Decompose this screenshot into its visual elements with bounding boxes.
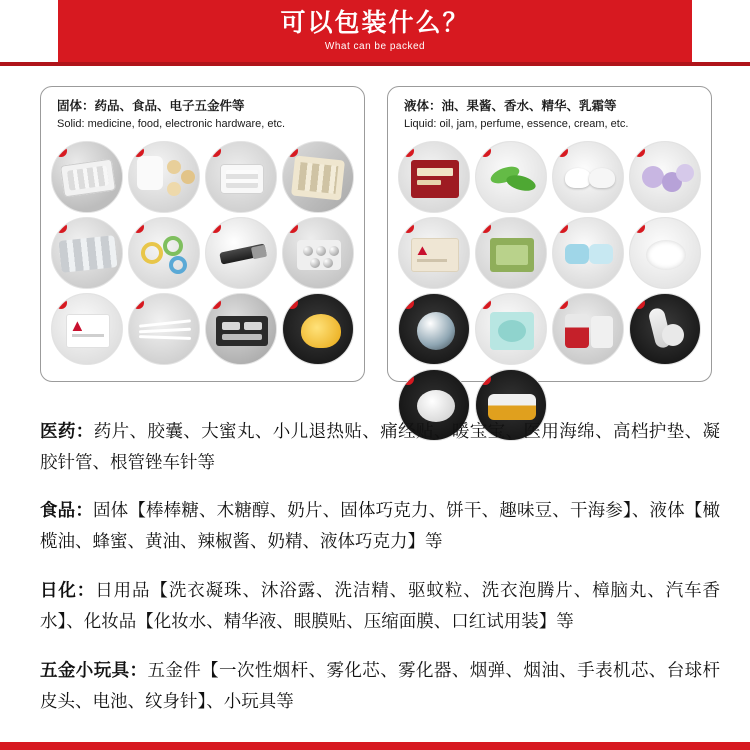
thumb-electronic-parts-tray — [205, 293, 277, 365]
thumb-teal-liquid-pack — [475, 293, 547, 365]
paragraph-daily-chemical — [40, 575, 720, 637]
thumb-blue-liquid-blister — [552, 217, 624, 289]
heart-icon: ❤ — [633, 297, 645, 309]
heart-icon: ❤ — [479, 221, 491, 233]
paragraph-hardware-toys — [40, 655, 720, 717]
thumb-metal-lipstick-tube — [205, 217, 277, 289]
panel-solid-thumb-grid — [51, 141, 354, 365]
heart-icon: ❤ — [633, 145, 645, 157]
footer-accent-bar — [0, 742, 750, 750]
thumb-white-product-box — [51, 293, 123, 365]
panel-liquid-title-cn: 液体：油、果酱、香水、精华、乳霜等 — [404, 99, 617, 113]
heart-icon: ❤ — [402, 221, 414, 233]
thumb-beige-sample-box — [398, 217, 470, 289]
panel-solid — [40, 86, 365, 382]
heart-icon: ❤ — [209, 145, 221, 157]
category-panels — [40, 86, 712, 386]
description-body — [40, 398, 720, 717]
page-header — [0, 0, 750, 66]
heart-icon: ❤ — [286, 297, 298, 309]
heart-icon: ❤ — [209, 297, 221, 309]
heart-icon: ❤ — [402, 373, 414, 385]
header-right-notch — [692, 0, 750, 62]
paragraph-medicine-text: 药片、胶囊、大蜜丸、小儿退热贴、痛经贴、暖宝宝、医用海绵、高档护垫、凝胶针管、根管锉车针等 — [40, 420, 720, 472]
paragraph-food-text: 固体【棒棒糖、木糖醇、奶片、固体巧克力、饼干、趣味豆、干海参】、液体【橄榄油、蜂蜜、黄油、辣椒酱、奶精、液体巧克力】等 — [40, 500, 721, 552]
heart-icon: ❤ — [556, 297, 568, 309]
panel-liquid-thumb-grid — [398, 141, 701, 441]
paragraph-medicine — [40, 416, 720, 478]
thumb-clear-liquid-ampoule — [629, 293, 701, 365]
heart-icon: ❤ — [402, 297, 414, 309]
thumb-silver-blister-sheet — [51, 217, 123, 289]
paragraph-hardware-toys-text: 五金件【一次性烟杆、雾化芯、雾化器、烟弹、烟油、手表机芯、台球杆皮头、电池、纹身针】、小玩具等 — [40, 659, 721, 711]
heart-icon: ❤ — [479, 145, 491, 157]
thumb-metal-balls-blister — [282, 217, 354, 289]
heart-icon: ❤ — [402, 145, 414, 157]
page-subtitle: What can be packed — [324, 41, 426, 53]
thumb-blister-pack-tablets — [51, 141, 123, 213]
thumb-green-tea-matcha-box — [475, 217, 547, 289]
heart-icon: ❤ — [633, 221, 645, 233]
paragraph-food-lead: 食品： — [40, 500, 93, 521]
thumb-red-liquid-sachets — [552, 293, 624, 365]
heart-icon: ❤ — [556, 221, 568, 233]
heart-icon: ❤ — [286, 145, 298, 157]
thumb-white-cream-shells — [552, 141, 624, 213]
paragraph-hardware-toys-lead: 五金小玩具： — [40, 659, 148, 680]
paragraph-food — [40, 495, 720, 557]
header-left-notch — [0, 0, 58, 62]
panel-liquid-header — [398, 97, 701, 133]
heart-icon: ❤ — [209, 221, 221, 233]
thumb-white-powder-and-cookies — [128, 141, 200, 213]
thumb-tablet-blister-sheet — [282, 141, 354, 213]
heart-icon: ❤ — [132, 221, 144, 233]
heart-icon: ❤ — [556, 145, 568, 157]
heart-icon: ❤ — [55, 297, 67, 309]
thumb-colored-blister-rings — [128, 217, 200, 289]
thumb-purple-cream-jars — [629, 141, 701, 213]
heart-icon: ❤ — [479, 373, 491, 385]
paragraph-medicine-lead: 医药： — [40, 420, 94, 441]
thumb-yellow-snack-bowl — [282, 293, 354, 365]
heart-icon: ❤ — [55, 145, 67, 157]
panel-solid-header — [51, 97, 354, 133]
heart-icon: ❤ — [479, 297, 491, 309]
heart-icon: ❤ — [132, 297, 144, 309]
heart-icon: ❤ — [132, 145, 144, 157]
paragraph-daily-chemical-lead: 日化： — [40, 580, 96, 601]
heart-icon: ❤ — [55, 221, 67, 233]
panel-liquid — [387, 86, 712, 382]
thumb-green-gel-capsules — [475, 141, 547, 213]
heart-icon: ❤ — [286, 221, 298, 233]
panel-liquid-title-en: Liquid: oil, jam, perfume, essence, cream, etc. — [404, 117, 629, 130]
thumb-red-product-box — [398, 141, 470, 213]
panel-solid-title-cn: 固体：药品、食品、电子五金件等 — [57, 99, 245, 113]
panel-solid-title-en: Solid: medicine, food, electronic hardware, etc. — [57, 117, 286, 130]
page-title: 可以包装什么？ — [280, 8, 470, 37]
thumb-white-cream-blister — [629, 217, 701, 289]
thumb-capsule-blister-box — [205, 141, 277, 213]
thumb-round-clear-dome — [398, 293, 470, 365]
paragraph-daily-chemical-text: 日用品【洗衣凝珠、沐浴露、洗洁精、驱蚊粒、洗衣泡腾片、樟脑丸、汽车香水】、化妆品【化妆水、精华液、眼膜贴、压缩面膜、口红试用装】等 — [40, 580, 721, 632]
thumb-cotton-swabs-pack — [128, 293, 200, 365]
